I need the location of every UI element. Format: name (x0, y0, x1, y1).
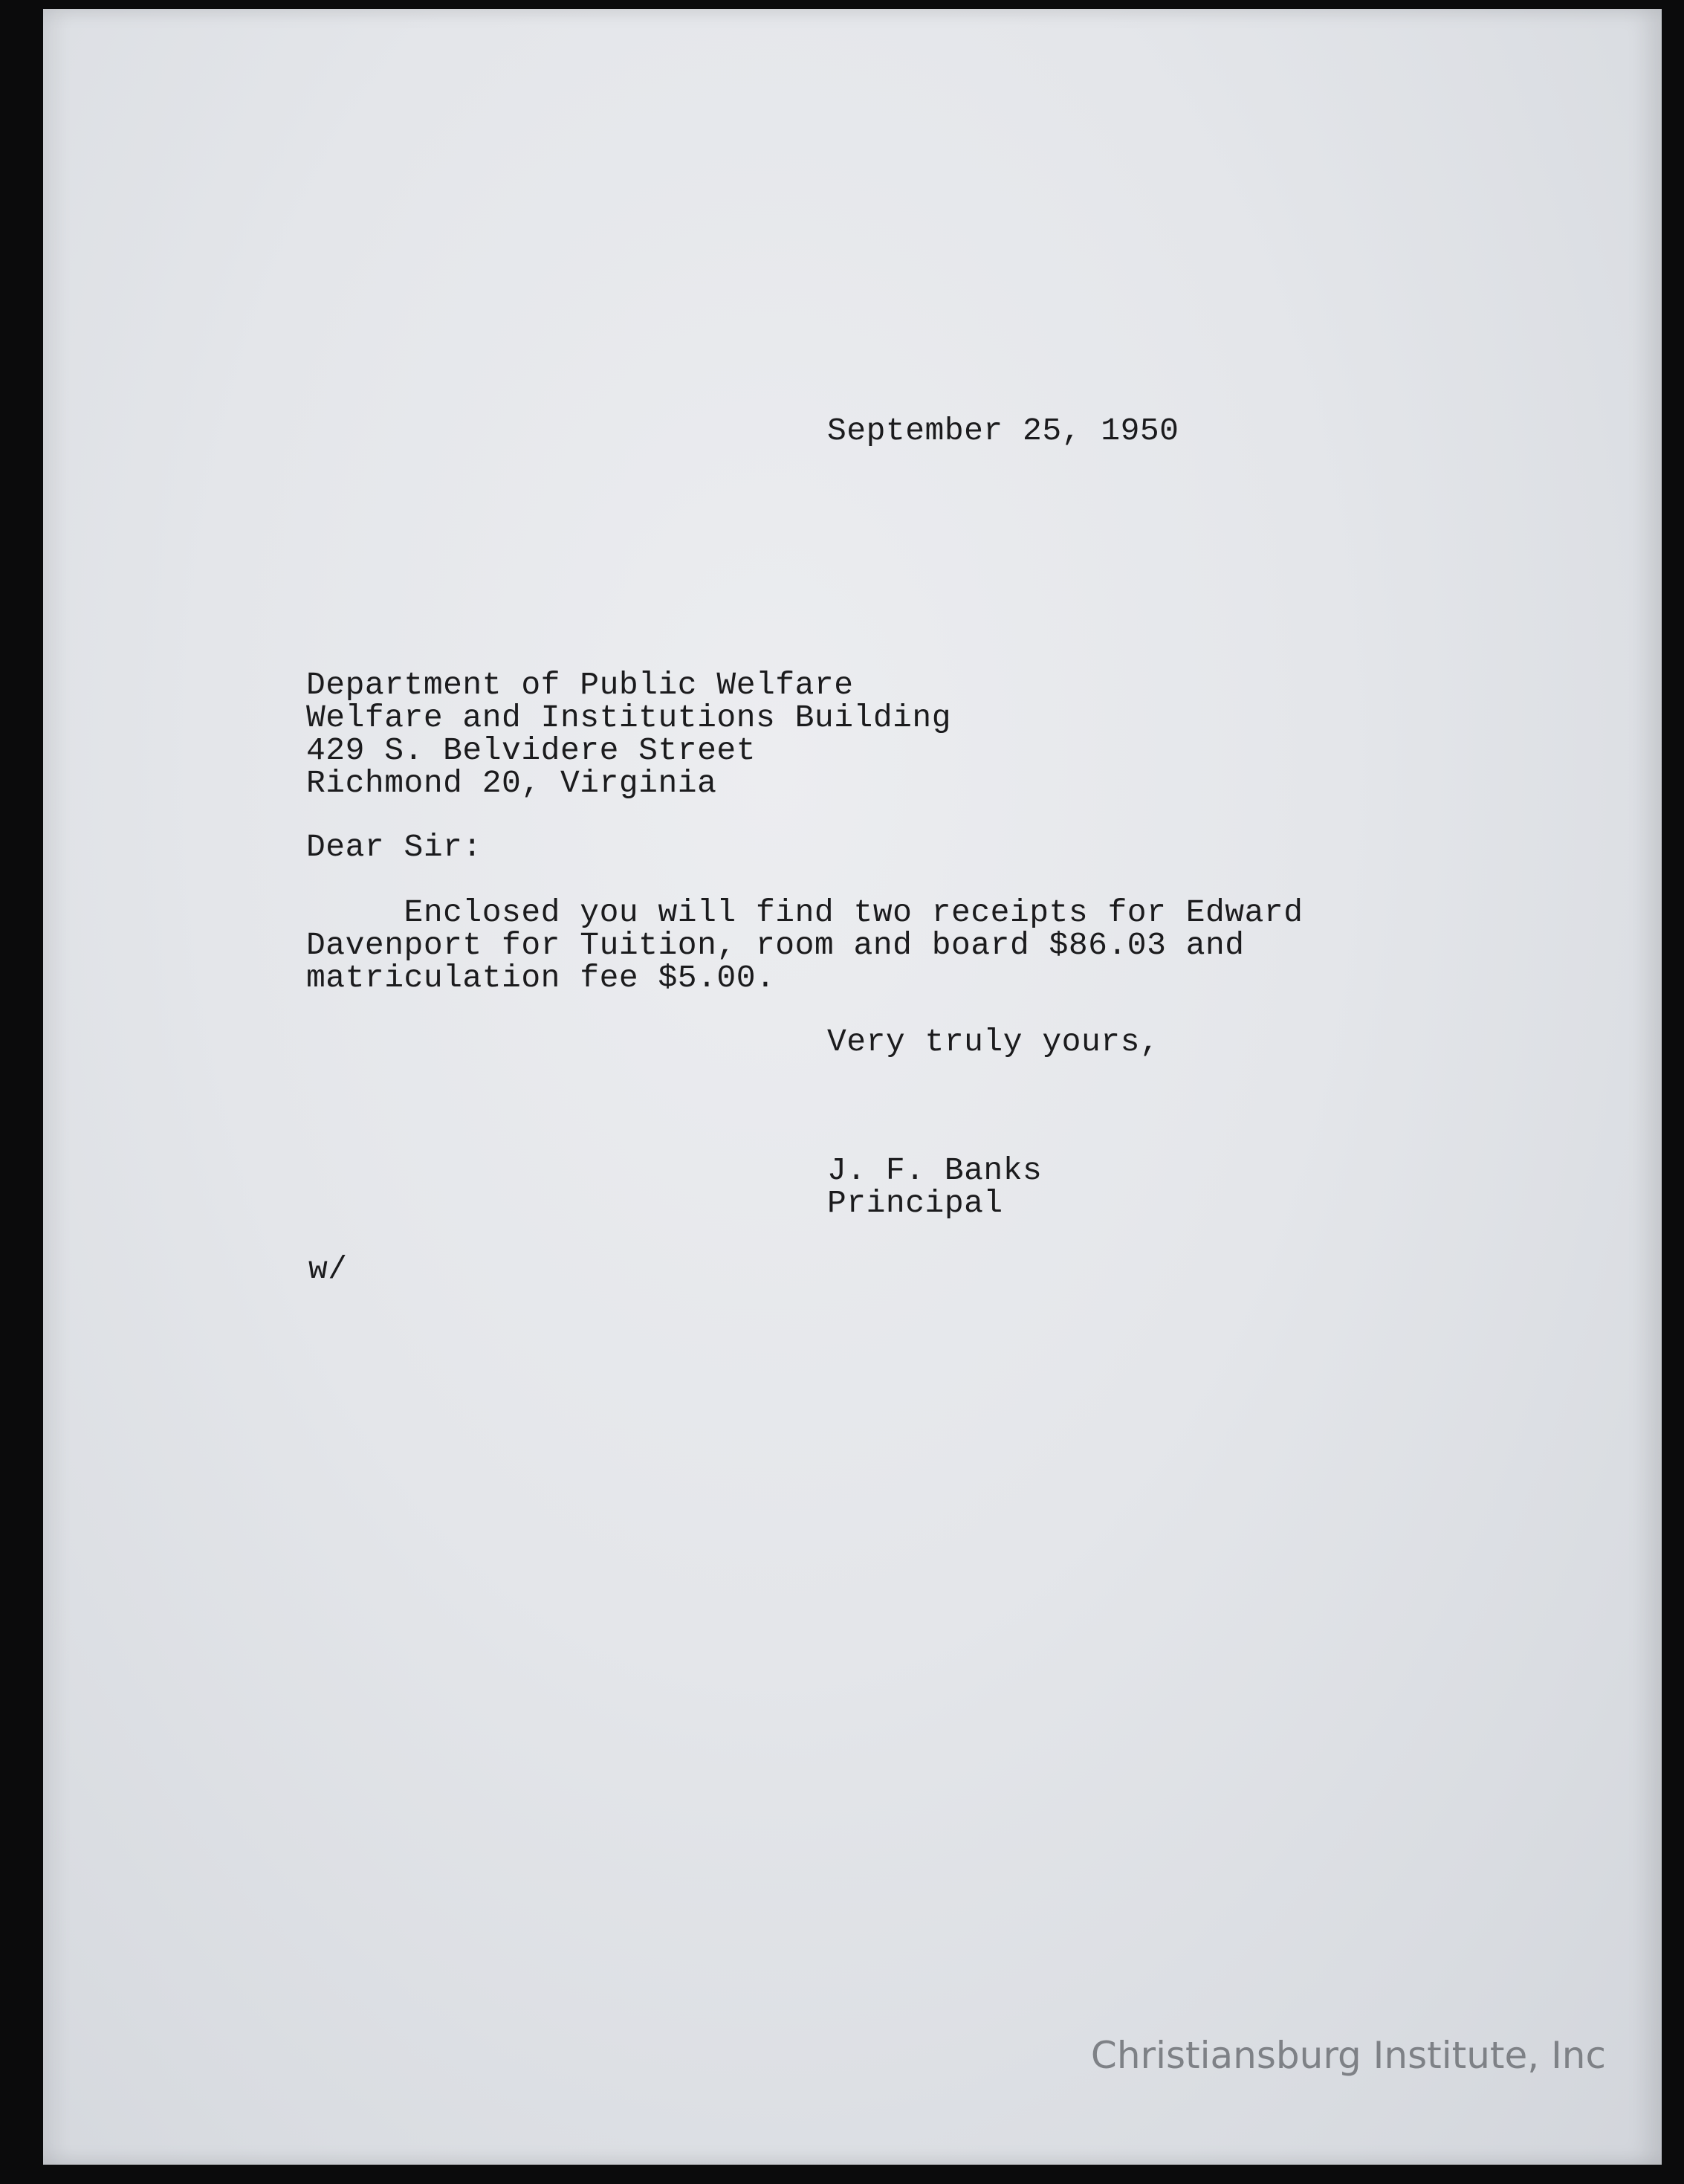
salutation: Dear Sir: (306, 829, 482, 865)
letter-page (43, 9, 1662, 2165)
recipient-line-3: 429 S. Belvidere Street (306, 732, 756, 769)
recipient-line-4: Richmond 20, Virginia (306, 765, 717, 801)
signature-title: Principal (827, 1185, 1003, 1221)
signature-name: J. F. Banks (827, 1152, 1043, 1189)
letter-date: September 25, 1950 (827, 413, 1179, 449)
closing: Very truly yours, (827, 1024, 1160, 1060)
recipient-line-1: Department of Public Welfare (306, 667, 854, 703)
body-line-3: matriculation fee $5.00. (306, 960, 776, 996)
enclosure-note: w/ (308, 1251, 348, 1288)
archive-watermark: Christiansburg Institute, Inc (1090, 2034, 1606, 2077)
recipient-line-2: Welfare and Institutions Building (306, 700, 952, 736)
body-line-2: Davenport for Tuition, room and board $86.03 and (306, 927, 1245, 963)
body-line-1: Enclosed you will find two receipts for Edward (306, 894, 1304, 931)
